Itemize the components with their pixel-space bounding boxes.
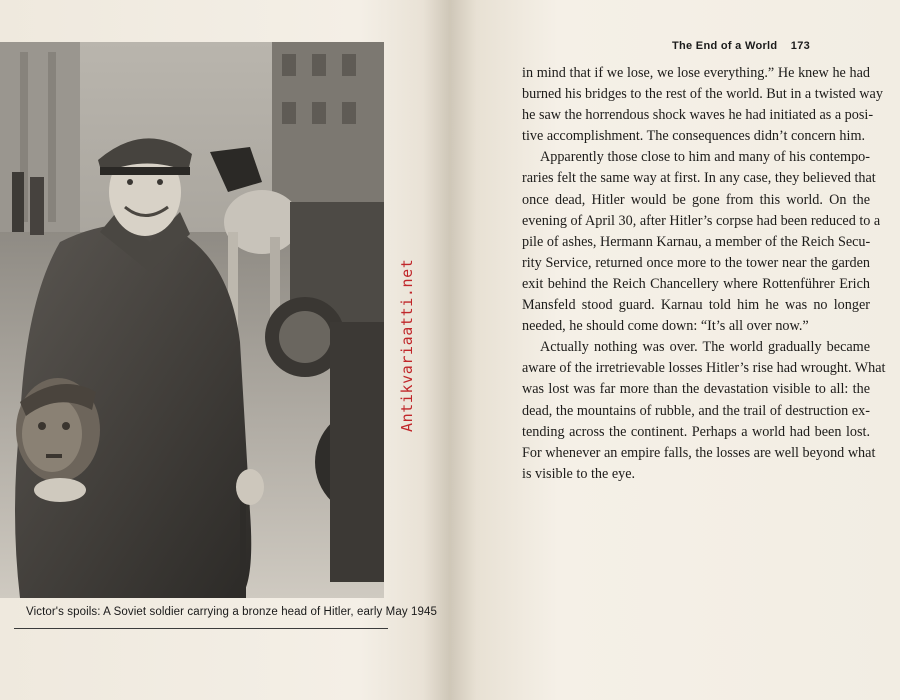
figure-caption: Victor's spoils: A Soviet soldier carrying a bronze head of Hitler, early May 1945	[26, 606, 437, 618]
caption-divider	[14, 628, 388, 629]
paragraph-1	[522, 63, 883, 147]
text-line: tending across the continent. Perhaps a world had been lost.	[522, 423, 870, 440]
text-line: dead, the mountains of rubble, and the trail of destruction ex-	[522, 402, 870, 419]
paragraph-3	[522, 337, 886, 485]
text-line: burned his bridges to the rest of the world. But in a twisted way	[522, 86, 883, 103]
text-line: once dead, Hitler would be gone from this world. On the	[522, 191, 870, 208]
running-head	[672, 40, 872, 52]
text-line: exit behind the Reich Chancellery where Rottenführer Erich	[522, 275, 870, 292]
paragraph-2	[522, 147, 881, 337]
running-head-title: The End of a World	[672, 40, 778, 52]
text-line: Actually nothing was over. The world gradually became	[540, 339, 870, 356]
text-line: rity Service, returned once more to the tower near the garden	[522, 254, 870, 271]
text-line: Apparently those close to him and many of his contempo-	[540, 149, 870, 166]
text-line: evening of April 30, after Hitler’s corpse had been reduced to a	[522, 212, 881, 229]
text-line: tive accomplishment. The consequences didn’t concern him.	[522, 128, 866, 145]
text-line: pile of ashes, Hermann Karnau, a member of the Reich Secu-	[522, 233, 871, 250]
text-line: raries felt the same way at first. In any case, they believed that	[522, 170, 876, 187]
text-line: Mansfeld stood guard. Karnau told him he was no longer	[522, 297, 870, 314]
page-number: 173	[790, 40, 811, 52]
body-text	[522, 63, 886, 485]
photograph-soviet-soldier	[0, 42, 384, 598]
text-line: was lost was far more than the devastation visible to all: the	[522, 381, 870, 398]
text-line: aware of the irretrievable losses Hitler’s rise had wrought. What	[522, 360, 886, 377]
watermark: Antikvariaatti.net	[398, 258, 416, 432]
text-line: For whenever an empire falls, the losses are well beyond what	[522, 444, 876, 461]
text-line: needed, he should come down: “It’s all over now.”	[522, 318, 809, 335]
left-page	[0, 0, 448, 700]
text-line: is visible to the eye.	[522, 465, 636, 482]
text-line: he saw the horrendous shock waves he had initiated as a posi-	[522, 107, 874, 124]
text-line: in mind that if we lose, we lose everything.” He knew he had	[522, 65, 870, 81]
